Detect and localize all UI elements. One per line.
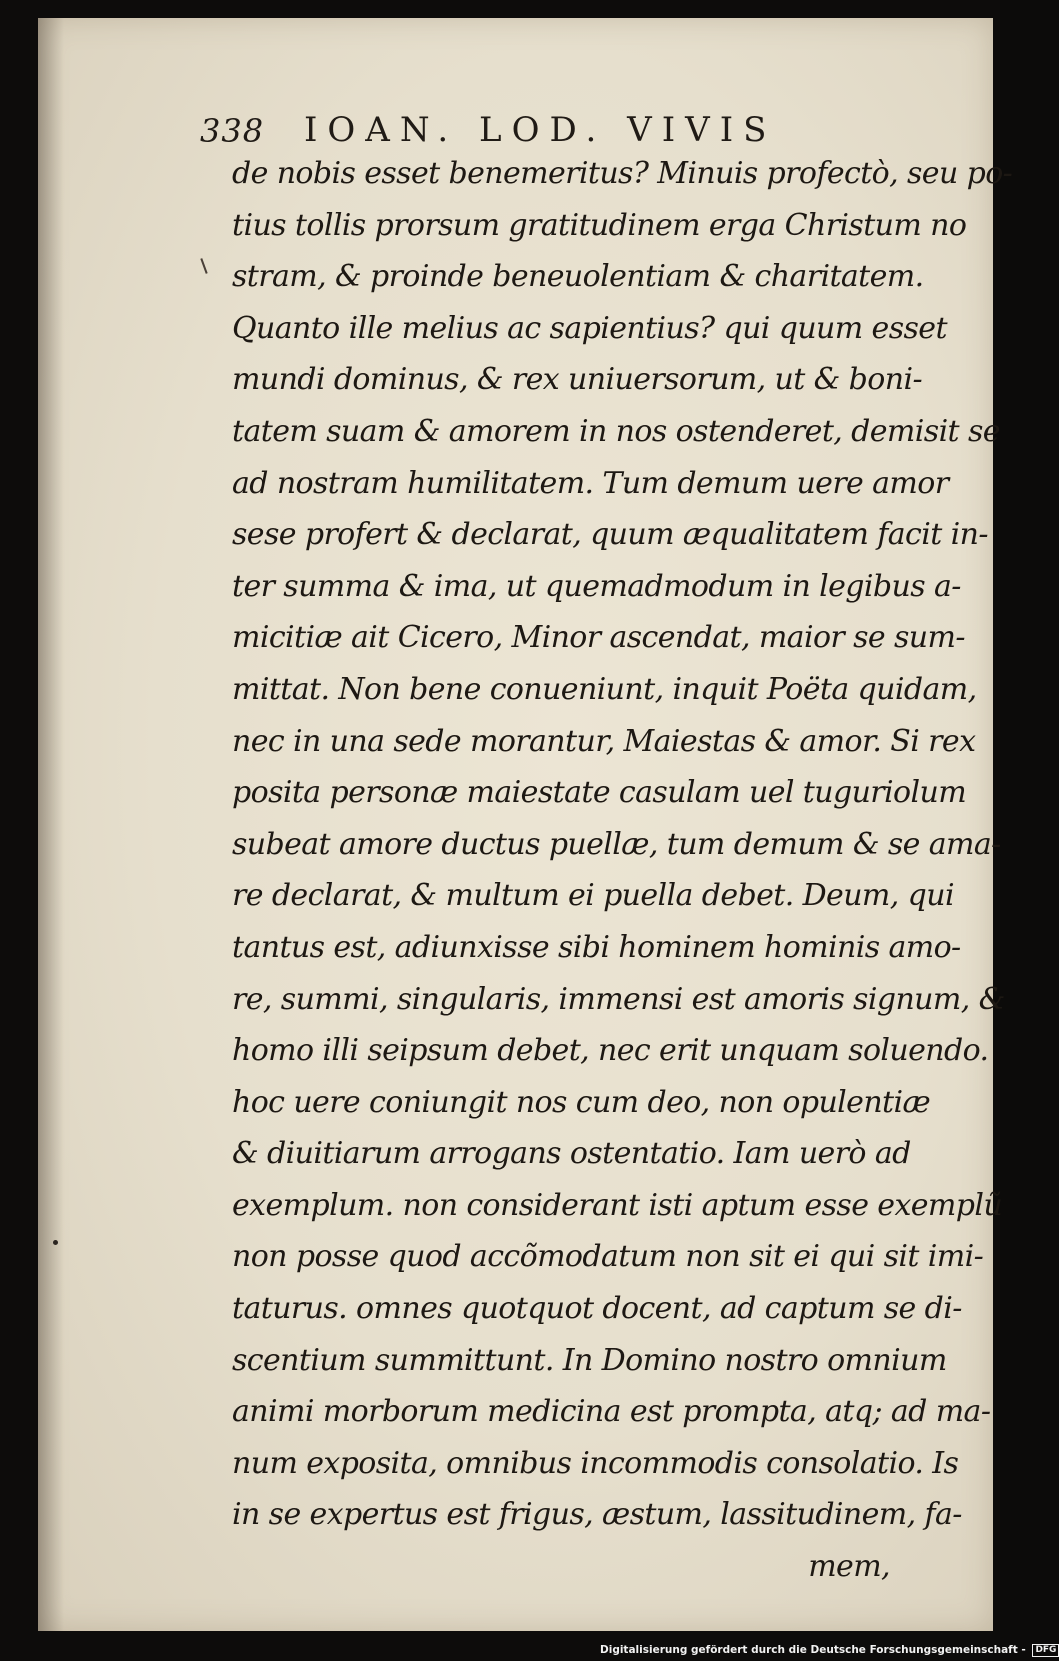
text-line: animi morborum medicina est prompta, atq; ad ma-: [232, 1394, 991, 1430]
text-line: de nobis esset benemeritus? Minuis profectò, seu po-: [232, 156, 1013, 191]
text-line: tius tollis prorsum gratitudinem erga Christum no: [232, 207, 967, 243]
text-line: num exposita, omnibus incommodis consolatio. Is: [232, 1445, 959, 1481]
text-line: stram, & proinde beneuolentiam & charitatem.: [232, 259, 924, 295]
text-line: tantus est, adiunxisse sibi hominem hominis amo-: [232, 929, 961, 965]
page-number: 338: [200, 112, 265, 150]
text-line: taturus. omnes quotquot docent, ad captum se di-: [232, 1291, 962, 1327]
text-line: subeat amore ductus puellæ, tum demum & se ama-: [232, 826, 1001, 862]
body-text: [232, 148, 1013, 1593]
text-line: re, summi, singularis, immensi est amoris signum, &: [232, 981, 1005, 1017]
text-line: mundi dominus, & rex uniuersorum, ut & boni-: [232, 362, 922, 398]
text-line: Quanto ille melius ac sapientius? qui quum esset: [232, 310, 947, 346]
text-line: mittat. Non bene conueniunt, inquit Poëta quidam,: [232, 671, 977, 707]
text-line: sese profert & declarat, quum æqualitatem facit in-: [232, 517, 988, 553]
running-head: [200, 110, 900, 150]
text-line: micitiæ ait Cicero, Minor ascendat, maior se sum-: [232, 620, 965, 656]
text-line: ter summa & ima, ut quemadmodum in legibus a-: [232, 568, 961, 604]
text-line: & diuitiarum arrogans ostentatio. Iam uerò ad: [232, 1136, 911, 1172]
text-line: scentium summittunt. In Domino nostro omnium: [232, 1342, 947, 1378]
digitization-credit: [600, 1644, 1059, 1660]
text-line: posita personæ maiestate casulam uel tuguriolum: [232, 775, 967, 811]
running-title: IOAN. LOD. VIVIS: [304, 110, 777, 150]
text-line: homo illi seipsum debet, nec erit unquam soluendo.: [232, 1033, 989, 1069]
dfg-logo: DFG: [1032, 1644, 1059, 1657]
page-gutter-shadow: [38, 18, 64, 1631]
margin-dot: [53, 1240, 58, 1245]
credit-text: Digitalisierung gefördert durch die Deutsche Forschungsgemeinschaft -: [600, 1644, 1026, 1656]
text-line: ad nostram humilitatem. Tum demum uere amor: [232, 465, 949, 501]
text-line: tatem suam & amorem in nos ostenderet, demisit se: [232, 413, 1000, 449]
catchword: mem,: [808, 1549, 890, 1585]
text-line: non posse quod accõmodatum non sit ei qui sit imi-: [232, 1239, 984, 1275]
text-line: exemplum. non considerant isti aptum esse exemplũ: [232, 1187, 1003, 1223]
text-line: in se expertus est frigus, æstum, lassitudinem, fa-: [232, 1497, 962, 1533]
text-line: nec in una sede morantur, Maiestas & amor. Si rex: [232, 723, 976, 759]
text-line: re declarat, & multum ei puella debet. Deum, qui: [232, 878, 954, 914]
text-line: hoc uere coniungit nos cum deo, non opulentiæ: [232, 1084, 931, 1120]
